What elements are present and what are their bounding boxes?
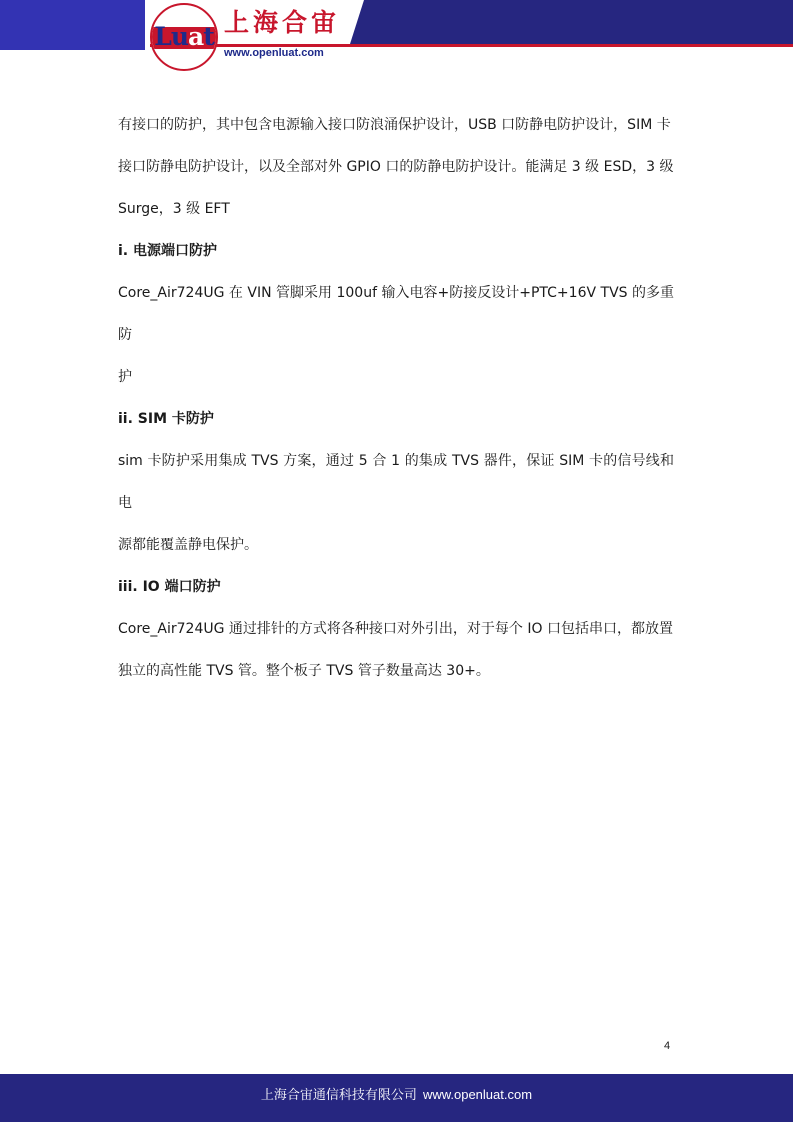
section-heading-io: iii. IO 端口防护 [118,579,221,595]
section-heading-power: i. 电源端口防护 [118,243,217,259]
section-line: 护 [118,369,132,385]
section-line: Core_Air724UG 通过排针的方式将各种接口对外引出，对于每个 IO 口包括串口，都放置 [118,621,673,637]
footer-url[interactable]: www.openluat.com [422,1087,533,1102]
brand-name: 上海合宙 [224,8,341,37]
page-content [118,104,674,692]
logo-text-main: Lu [154,22,188,51]
footer-company: 上海合宙通信科技有限公司 [260,1088,417,1103]
page-footer [0,1074,793,1122]
logo-text-tail: t [203,22,214,51]
section-heading-sim: ii. SIM 卡防护 [118,411,214,427]
section-line: Core_Air724UG 在 VIN 管脚采用 100uf 输入电容+防接反设计+PTC+16V TVS 的多重防 [118,285,674,343]
header-right-block [350,0,793,44]
section-line: 源都能覆盖静电保护。 [118,537,258,553]
section-line: 独立的高性能 TVS 管。整个板子 TVS 管子数量高达 30+。 [118,663,490,679]
footer-text [0,1086,793,1105]
intro-line: Surge，3 级 EFT [118,201,230,217]
logo-text-accent: a [188,22,204,51]
page-header [0,0,793,70]
section-line: sim 卡防护采用集成 TVS 方案，通过 5 合 1 的集成 TVS 器件，保证 SIM 卡的信号线和电 [118,453,674,511]
header-left-block [0,0,145,50]
luat-logo [150,3,218,71]
brand-url: www.openluat.com [224,47,324,59]
page-number: 4 [664,1040,671,1052]
logo-text [152,22,216,52]
intro-line: 接口防静电防护设计，以及全部对外 GPIO 口的防静电防护设计。能满足 3 级 ESD，3 级 [118,159,674,175]
intro-line: 有接口的防护，其中包含电源输入接口防浪涌保护设计，USB 口防静电防护设计，SIM 卡 [118,117,671,133]
